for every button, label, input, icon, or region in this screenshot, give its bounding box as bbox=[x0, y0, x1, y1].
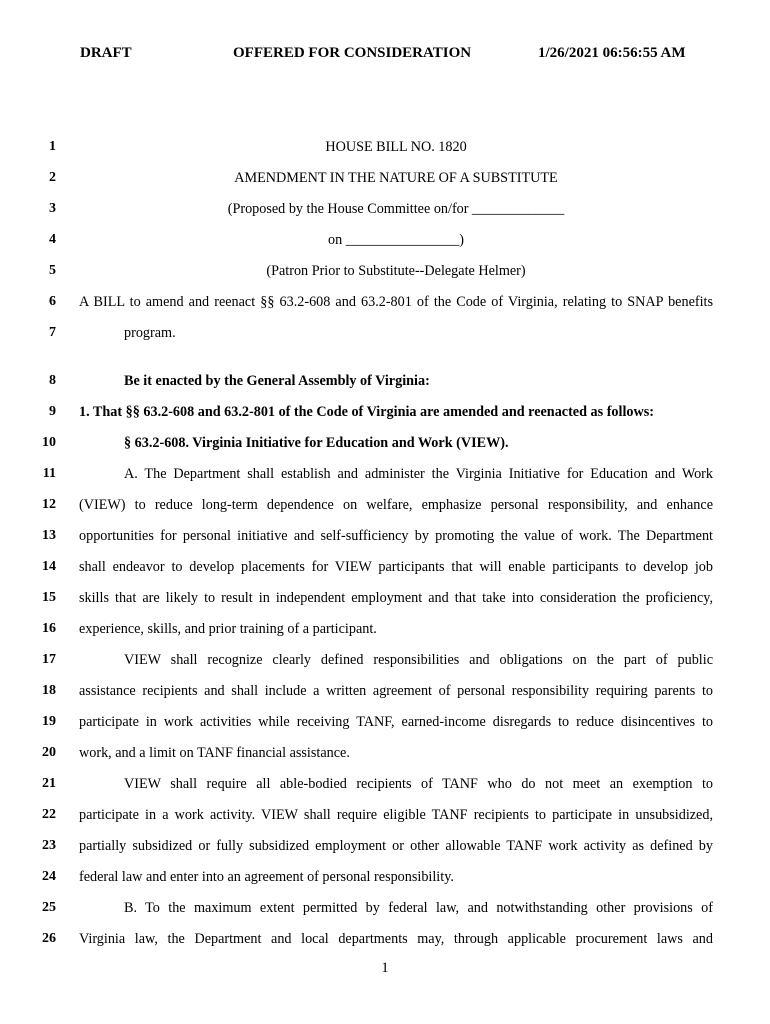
body-text: experience, skills, and prior training of a participant. bbox=[79, 621, 377, 637]
document-line bbox=[0, 557, 770, 577]
patron-line: (Patron Prior to Substitute--Delegate Helmer) bbox=[266, 263, 526, 279]
line-number: 20 bbox=[42, 745, 56, 760]
line-number: 9 bbox=[49, 404, 56, 419]
document-line bbox=[0, 261, 770, 281]
body-text: A. The Department shall establish and administer the Virginia Initiative for Education and Work bbox=[124, 466, 713, 482]
line-number: 3 bbox=[49, 201, 56, 216]
line-number: 22 bbox=[42, 807, 56, 822]
line-number: 23 bbox=[42, 838, 56, 853]
document-line bbox=[0, 681, 770, 701]
body-text: assistance recipients and shall include a written agreement of personal responsibility requiring parents to bbox=[79, 683, 713, 699]
document-line bbox=[0, 402, 770, 422]
body-text: opportunities for personal initiative and self-sufficiency by promoting the value of work. The Department bbox=[79, 528, 713, 544]
line-number: 13 bbox=[42, 528, 56, 543]
line-number: 7 bbox=[49, 325, 56, 340]
document-line bbox=[0, 137, 770, 157]
section-heading: § 63.2-608. Virginia Initiative for Education and Work (VIEW). bbox=[124, 435, 509, 451]
document-line bbox=[0, 323, 770, 343]
document-line bbox=[0, 929, 770, 949]
body-text: federal law and enter into an agreement of personal responsibility. bbox=[79, 869, 454, 885]
line-number: 5 bbox=[49, 263, 56, 278]
document-line bbox=[0, 199, 770, 219]
amendment-title: AMENDMENT IN THE NATURE OF A SUBSTITUTE bbox=[234, 170, 558, 186]
line-number: 1 bbox=[49, 139, 56, 154]
body-text: shall endeavor to develop placements for VIEW participants that will enable participants to develop job bbox=[79, 559, 713, 575]
line-number: 18 bbox=[42, 683, 56, 698]
bill-number: HOUSE BILL NO. 1820 bbox=[325, 139, 467, 155]
body-text: partially subsidized or fully subsidized employment or other allowable TANF work activity as defined by bbox=[79, 838, 713, 854]
line-number: 25 bbox=[42, 900, 56, 915]
line-number: 15 bbox=[42, 590, 56, 605]
line-number: 12 bbox=[42, 497, 56, 512]
document-line bbox=[0, 867, 770, 887]
document-line bbox=[0, 898, 770, 918]
line-number: 24 bbox=[42, 869, 56, 884]
proposed-by-line: (Proposed by the House Committee on/for _____________ bbox=[227, 201, 565, 217]
line-number: 21 bbox=[42, 776, 56, 791]
bill-title-text: program. bbox=[124, 325, 176, 341]
body-text: participate in a work activity. VIEW shall require eligible TANF recipients to participate in unsubsidized, bbox=[79, 807, 713, 823]
body-text: skills that are likely to result in independent employment and that take into consideration the proficiency, bbox=[79, 590, 713, 606]
body-text: participate in work activities while receiving TANF, earned-income disregards to reduce disincentives to bbox=[79, 714, 713, 730]
datetime-stamp: 1/26/2021 06:56:55 AM bbox=[538, 45, 686, 61]
document-line bbox=[0, 805, 770, 825]
enacting-clause: Be it enacted by the General Assembly of Virginia: bbox=[124, 373, 430, 389]
document-line bbox=[0, 433, 770, 453]
body-text: work, and a limit on TANF financial assistance. bbox=[79, 745, 350, 761]
page-number: 1 bbox=[381, 960, 389, 976]
document-line bbox=[0, 495, 770, 515]
document-line bbox=[0, 371, 770, 391]
document-line bbox=[0, 292, 770, 312]
line-number: 26 bbox=[42, 931, 56, 946]
body-text: Virginia law, the Department and local departments may, through applicable procurement laws and bbox=[79, 931, 713, 947]
bill-title-text: A BILL to amend and reenact §§ 63.2-608 and 63.2-801 of the Code of Virginia, relating to SNAP benefits bbox=[79, 294, 713, 310]
document-line bbox=[0, 743, 770, 763]
body-text: (VIEW) to reduce long-term dependence on welfare, emphasize personal responsibility, and enhance bbox=[79, 497, 713, 513]
line-number: 4 bbox=[49, 232, 56, 247]
line-number: 17 bbox=[42, 652, 56, 667]
body-text: B. To the maximum extent permitted by federal law, and notwithstanding other provisions of bbox=[124, 900, 713, 916]
document-line bbox=[0, 774, 770, 794]
line-number: 6 bbox=[49, 294, 56, 309]
amending-clause: 1. That §§ 63.2-608 and 63.2-801 of the Code of Virginia are amended and reenacted as follows: bbox=[79, 404, 654, 420]
line-number: 16 bbox=[42, 621, 56, 636]
line-number: 11 bbox=[42, 466, 56, 481]
document-line bbox=[0, 168, 770, 188]
body-text: VIEW shall require all able-bodied recipients of TANF who do not meet an exemption to bbox=[124, 776, 713, 792]
body-text: VIEW shall recognize clearly defined responsibilities and obligations on the part of public bbox=[124, 652, 713, 668]
line-number: 19 bbox=[42, 714, 56, 729]
document-line bbox=[0, 712, 770, 732]
document-line bbox=[0, 526, 770, 546]
on-date-line: on ________________) bbox=[328, 232, 464, 248]
line-number: 14 bbox=[42, 559, 56, 574]
document-line bbox=[0, 836, 770, 856]
document-line bbox=[0, 619, 770, 639]
consideration-label: OFFERED FOR CONSIDERATION bbox=[233, 45, 472, 61]
document-line bbox=[0, 588, 770, 608]
document-line bbox=[0, 464, 770, 484]
document-line bbox=[0, 230, 770, 250]
line-number: 8 bbox=[49, 373, 56, 388]
draft-label: DRAFT bbox=[80, 45, 132, 61]
line-number: 10 bbox=[42, 435, 56, 450]
line-number: 2 bbox=[49, 170, 56, 185]
document-line bbox=[0, 650, 770, 670]
